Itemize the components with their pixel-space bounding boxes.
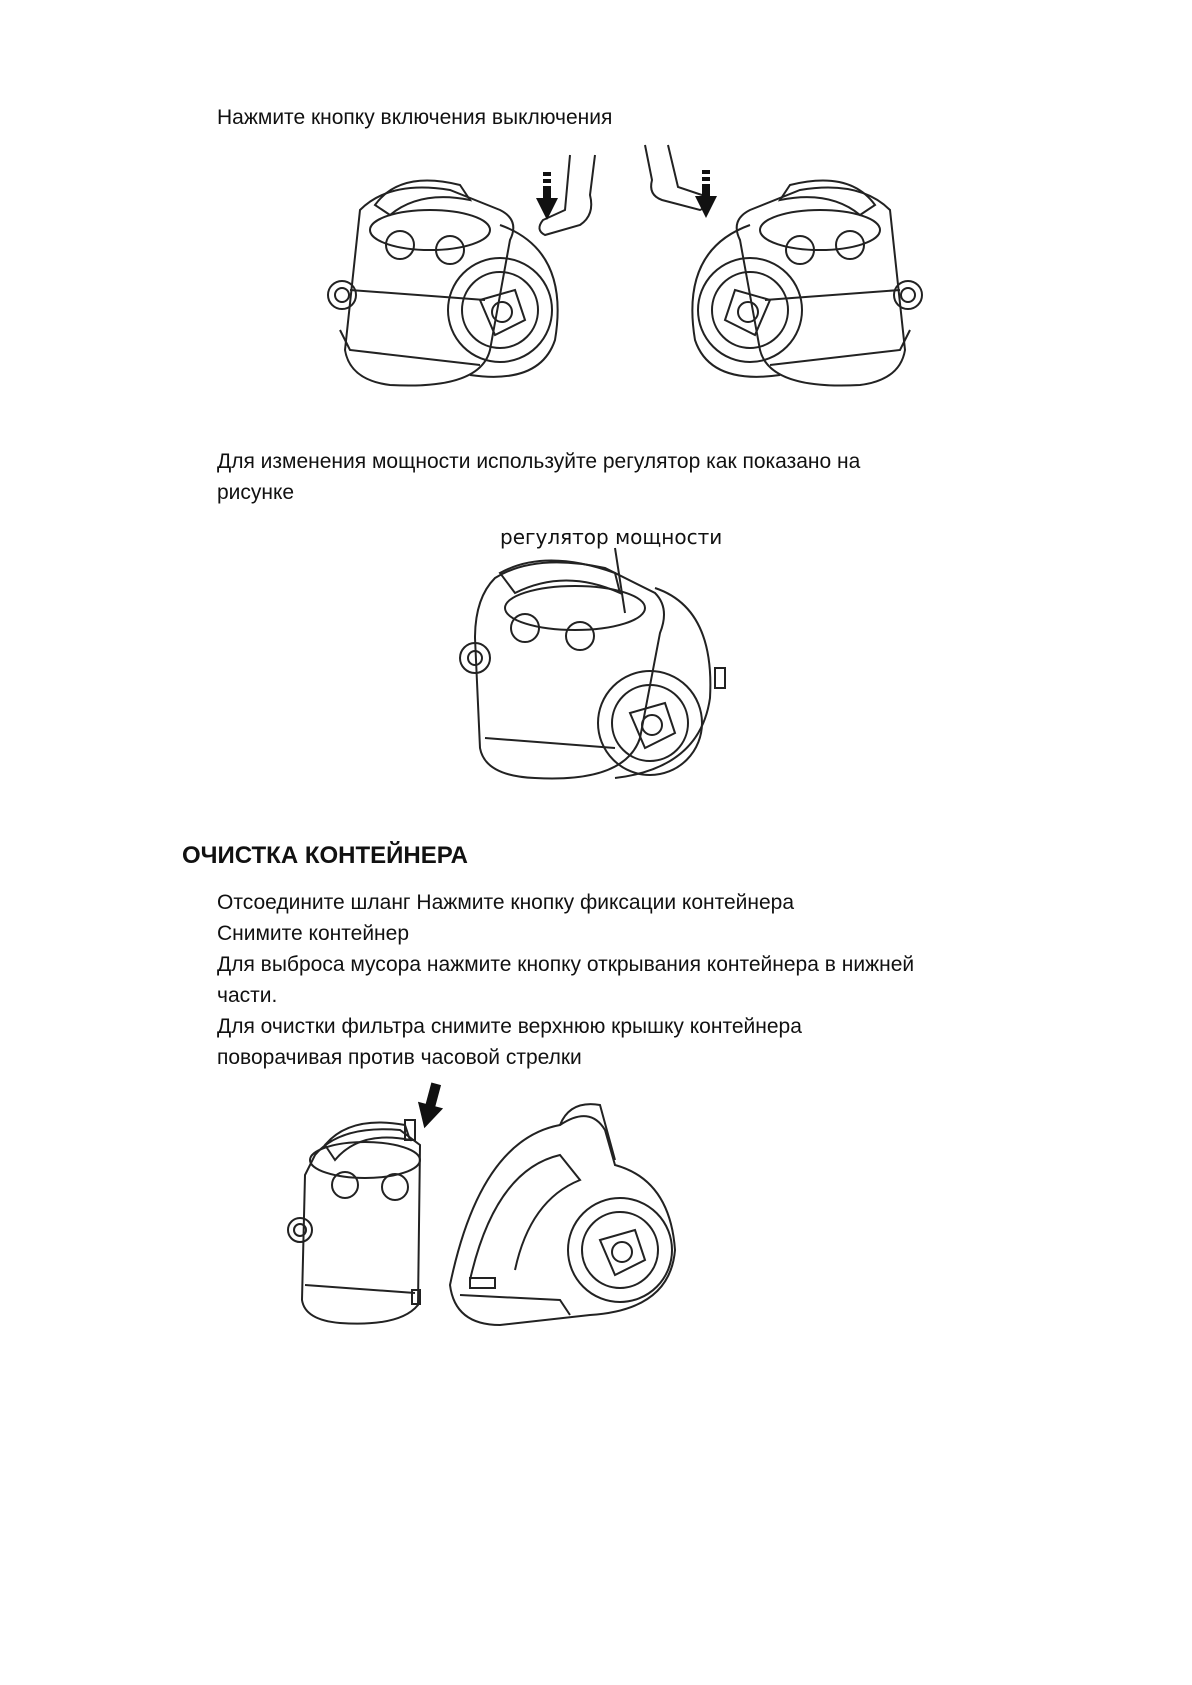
- dust-container-illustration: [290, 1115, 455, 1330]
- step-3-continued: части.: [217, 984, 278, 1007]
- power-regulator-instruction-line2: рисунке: [217, 481, 295, 504]
- step-1: Отсоедините шланг Нажмите кнопку фиксации контейнера: [217, 891, 795, 914]
- step-2: Снимите контейнер: [217, 922, 410, 945]
- power-regulator-callout-label: регулятор мощности: [500, 525, 723, 549]
- section-heading-container-cleaning: ОЧИСТКА КОНТЕЙНЕРА: [182, 842, 468, 869]
- step-3: Для выброса мусора нажмите кнопку открывания контейнера в нижней: [217, 953, 915, 976]
- vacuum-power-regulator-illustration: [455, 548, 735, 793]
- vacuum-base-illustration: [440, 1100, 695, 1330]
- power-regulator-instruction-line1: Для изменения мощности используйте регулятор как показано на: [217, 450, 861, 473]
- step-4: Для очистки фильтра снимите верхнюю крышку контейнера: [217, 1015, 802, 1038]
- down-arrow-icon: [536, 172, 558, 222]
- vacuum-body: [345, 188, 513, 386]
- down-arrow-icon: [695, 170, 717, 220]
- step-4-continued: поворачивая против часовой стрелки: [217, 1046, 582, 1069]
- power-instruction: Нажмите кнопку включения выключения: [217, 106, 613, 129]
